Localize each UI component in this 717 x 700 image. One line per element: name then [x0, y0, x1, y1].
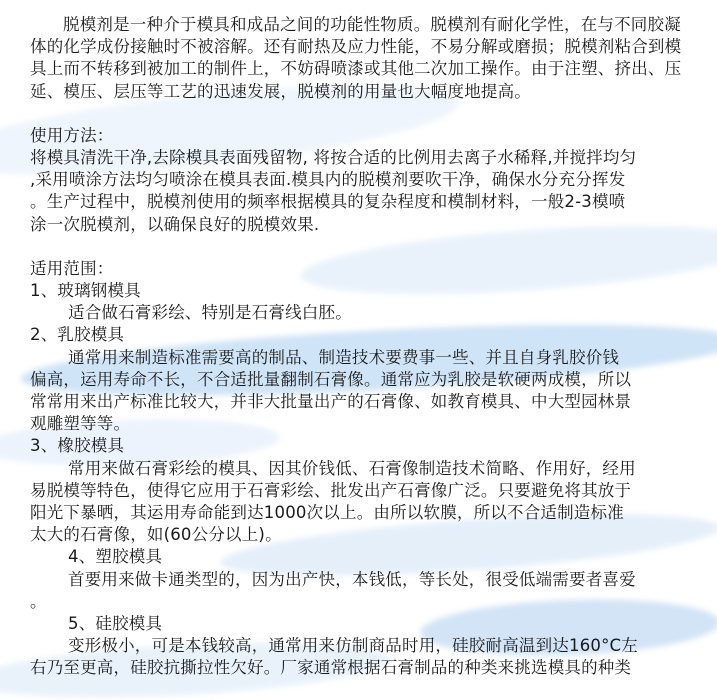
usage-heading: 使用方法： [30, 125, 114, 145]
item-line: 易脱模等特色，使得它应用于石膏彩绘、批发出产石膏像广泛。只要避免将其放于 [30, 480, 632, 500]
item-line: 常用来做石膏彩绘的模具、因其价钱低、石膏像制造技术简略、作用好，经用 [68, 458, 636, 478]
intro-paragraph: 脱模剂是一种介于模具和成品之间的功能性物质。脱模剂有耐化学性，在与不同胶凝体的化学成份接触时不被溶解。还有耐热及应力性能，不易分解或磨损；脱模剂粘合到模具上而不转移到被加工的制件上，不妨碍喷漆或其他二次加工操作。由于注塑、挤出、压延、模压、层压等工艺的迅速发展，脱模剂的用量也大幅度地提高。 [30, 15, 682, 101]
item-title: 5、硅胶模具 [68, 614, 163, 634]
item-title: 2、乳胶模具 [30, 325, 125, 345]
scope-item-silicone [30, 613, 683, 680]
item-title: 1、玻璃钢模具 [30, 281, 141, 301]
item-line: 适合做石膏彩绘、特别是石膏线白胚。 [68, 303, 352, 323]
item-line: 首要用来做卡通类型的，因为出产快，本钱低，等长处，很受低端需要者喜爱 [68, 569, 636, 589]
scope-item-latex [30, 324, 683, 435]
item-line: 右乃至更高，硅胶抗撕拉性欠好。厂家通常根据石膏制品的种类来挑选模具的种类 [30, 658, 632, 678]
item-title: 3、橡胶模具 [30, 436, 125, 456]
scope-item-rubber [30, 435, 683, 546]
usage-paragraph [30, 147, 683, 236]
scope-heading: 适用范围： [30, 258, 114, 278]
scope-item-fiberglass [30, 280, 683, 324]
item-line: 常常用来出产标准比较大，并非大批量出产的石膏像、如教育模具、中大型园林景 [30, 392, 632, 412]
usage-line: 涂一次脱模剂，以确保良好的脱模效果. [30, 214, 320, 234]
usage-line: 。生产过程中，脱模剂使用的频率根据模具的复杂程度和模制材料，一般2-3模喷 [30, 192, 626, 212]
item-line: 。 [30, 591, 47, 611]
item-line: 观雕塑等等。 [30, 414, 131, 434]
usage-line: ,采用喷涂方法均匀喷涂在模具表面.模具内的脱模剂要吹干净，确保水分充分挥发 [30, 170, 626, 190]
item-title: 4、塑胶模具 [68, 547, 163, 567]
item-line: 阳光下暴晒，其运用寿命能到达1000次以上。由所以软膜，所以不合适制造标准 [30, 503, 624, 523]
item-line: 偏高，运用寿命不长，不合适批量翻制石膏像。通常应为乳胶是软硬两成模，所以 [30, 369, 632, 389]
usage-line: 将模具清洗干净,去除模具表面残留物, 将按合适的比例用去离子水稀释,并搅拌均匀 [30, 148, 637, 168]
item-line: 通常用来制造标准需要高的制品、制造技术要费事一些、并且自身乳胶价钱 [68, 347, 620, 367]
scope-item-plastic [30, 546, 683, 613]
item-line: 变形极小，可是本钱较高，通常用来仿制商品时用，硅胶耐高温到达160°C左 [68, 636, 638, 656]
item-line: 太大的石膏像，如(60公分以上)。 [30, 525, 282, 545]
